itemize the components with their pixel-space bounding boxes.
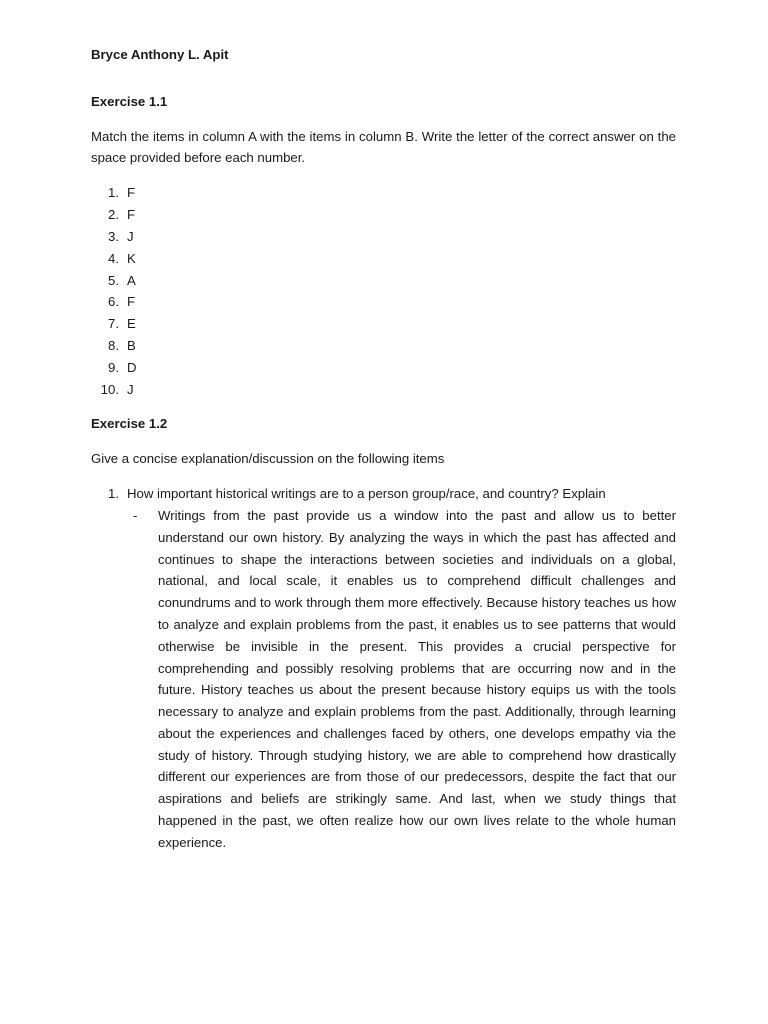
- dash-marker: -: [133, 507, 138, 523]
- answer-number: 7.: [108, 316, 119, 332]
- answer-letter: B: [127, 337, 136, 353]
- answer-letter: F: [127, 207, 136, 223]
- answer-letter: F: [127, 294, 136, 310]
- exercise-1-2-instruction: Give a concise explanation/discussion on the following items: [91, 451, 445, 467]
- answer-letter: D: [127, 359, 137, 375]
- exercise-1-1-instruction: Match the items in column A with the items in column B. Write the letter of the correct answer on the space provided before each number.: [91, 128, 676, 166]
- exercise-1-1-heading: Exercise 1.1: [91, 93, 168, 109]
- answer-item: [91, 226, 676, 248]
- answer-item: [91, 248, 676, 270]
- answer-number: 10.: [100, 381, 119, 397]
- question-text: How important historical writings are to a person group/race, and country? Explain: [127, 486, 606, 502]
- answer-letter: E: [127, 316, 136, 332]
- answer-letter: K: [127, 250, 136, 266]
- answer-letter: F: [127, 185, 136, 201]
- answer-number: 5.: [108, 272, 119, 288]
- answer-letter: J: [127, 381, 134, 397]
- question-number: 1.: [108, 486, 119, 502]
- answer-letter: A: [127, 272, 136, 288]
- author-name: Bryce Anthony L. Apit: [91, 47, 229, 62]
- answer-list: [91, 182, 676, 400]
- answer-bullet: [127, 505, 676, 854]
- answer-item: [91, 204, 676, 226]
- answer-number: 6.: [108, 294, 119, 310]
- answer-item: [91, 357, 676, 379]
- answer-item: [91, 270, 676, 292]
- answer-number: 9.: [108, 359, 119, 375]
- answer-item: [91, 182, 676, 204]
- answer-number: 1.: [108, 185, 119, 201]
- answer-item: [91, 291, 676, 313]
- answer-number: 2.: [108, 207, 119, 223]
- question-item: [91, 483, 676, 505]
- answer-item: [91, 313, 676, 335]
- exercise-1-2-heading: Exercise 1.2: [91, 416, 168, 432]
- answer-number: 4.: [108, 250, 119, 266]
- answer-item: [91, 379, 676, 401]
- answer-letter: J: [127, 228, 134, 244]
- answer-number: 3.: [108, 228, 119, 244]
- answer-item: [91, 335, 676, 357]
- answer-paragraph: Writings from the past provide us a window into the past and allow us to better understand our own history. By analyzing the ways in which the past has affected and continues to shape the interactions between societies and individuals on a global, national, and local scale, it enables us to comprehend difficult challenges and conundrums and to work through them more effectively. Because history teaches us how to analyze and explain problems from the past, it enables us to see patterns that would otherwise be invisible in the present. This provides a crucial perspective for comprehending and possibly resolving problems that are occurring now and in the future. History teaches us about the present because history equips us with the tools necessary to analyze and explain problems from the past. Additionally, through learning about the experiences and challenges faced by others, one develops empathy via the study of history. Through studying history, we are able to comprehend how drastically different our experiences are from those of our predecessors, despite the fact that our aspirations and beliefs are strikingly same. And last, when we study things that happened in the past, we often realize how our own lives relate to the whole human experience.: [158, 507, 676, 850]
- answer-number: 8.: [108, 337, 119, 353]
